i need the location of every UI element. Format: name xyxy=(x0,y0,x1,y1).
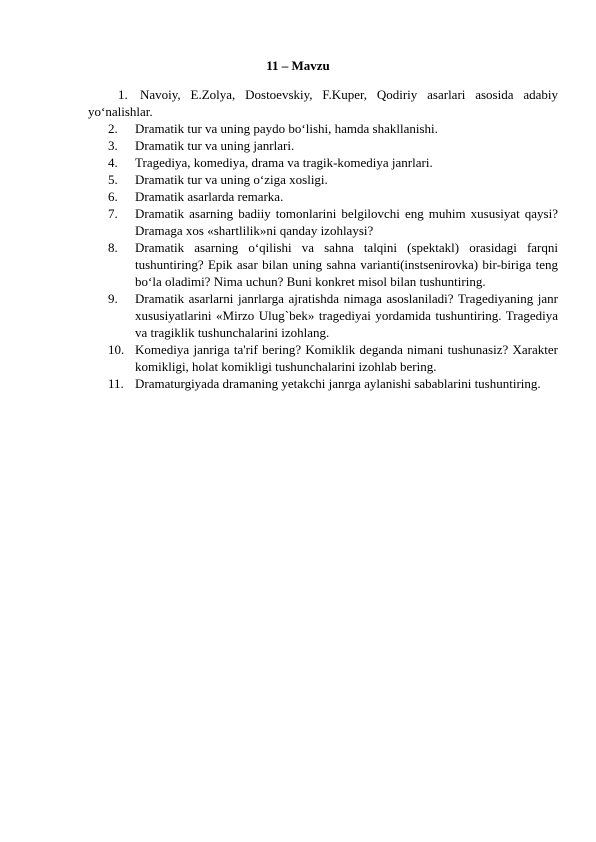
list-item-number: 9. xyxy=(108,291,118,306)
list-item xyxy=(108,120,558,137)
list-item xyxy=(108,171,558,188)
list-item-text: Dramatik asarning o‘qilishi va sahna talqini (spektakl) orasidagi farqni tushuntiring? Epik asar bilan uning sahna varianti(instsenirovka) bir-biriga teng bo‘la oladimi? Nima uchun? Buni konkret misol bilan tushuntiring. xyxy=(135,240,558,289)
list-item-number: 8. xyxy=(108,240,118,255)
list-item xyxy=(108,341,558,375)
list-item-number: 6. xyxy=(108,189,118,204)
question-list xyxy=(108,120,558,392)
list-item xyxy=(108,188,558,205)
list-item-number: 11. xyxy=(108,376,124,391)
list-item xyxy=(108,154,558,171)
list-item-text: Dramatik tur va uning paydo bo‘lishi, hamda shakllanishi. xyxy=(135,121,438,136)
list-item-number: 7. xyxy=(108,206,118,221)
page-title: 11 – Mavzu xyxy=(266,58,330,73)
list-item-text: Navoiy, E.Zolya, Dostoevskiy, F.Kuper, Qodiriy asarlari asosida adabiy yo‘nalishlar. xyxy=(88,87,558,119)
list-item xyxy=(108,239,558,290)
list-item xyxy=(88,86,558,120)
list-item xyxy=(108,137,558,154)
list-item xyxy=(108,375,558,392)
list-item-text: Dramatik tur va uning o‘ziga xosligi. xyxy=(135,172,328,187)
list-item-text: Tragediya, komediya, drama va tragik-komediya janrlari. xyxy=(135,155,433,170)
list-item-number: 2. xyxy=(108,121,118,136)
list-item-text: Dramaturgiyada dramaning yetakchi janrga aylanishi sabablarini tushuntiring. xyxy=(135,376,541,391)
list-item-number: 3. xyxy=(108,138,118,153)
list-item-number: 4. xyxy=(108,155,118,170)
list-item-text: Dramatik asarning badiiy tomonlarini belgilovchi eng muhim xususiyat qaysi? Dramaga xos «shartlilik»ni qanday izohlaysi? xyxy=(135,206,558,238)
list-item-text: Dramatik asarlarni janrlarga ajratishda nimaga asoslaniladi? Tragediyaning janr xususiyatlarini «Mirzo Ulug`bek» tragediyai yordamida tushuntiring. Tragediya va tragiklik tushunchalarini izohlang. xyxy=(135,291,558,340)
list-item-number: 10. xyxy=(108,342,125,357)
list-item-text: Dramatik tur va uning janrlari. xyxy=(135,138,295,153)
list-item-number: 1. xyxy=(118,87,128,102)
list-item xyxy=(108,290,558,341)
list-item xyxy=(108,205,558,239)
list-item-text: Dramatik asarlarda remarka. xyxy=(135,189,284,204)
list-item-number: 5. xyxy=(108,172,118,187)
list-item-text: Komediya janriga ta'rif bering? Komiklik deganda nimani tushunasiz? Xarakter komikligi, holat komikligi tushunchalarini izohlab bering. xyxy=(135,342,558,374)
